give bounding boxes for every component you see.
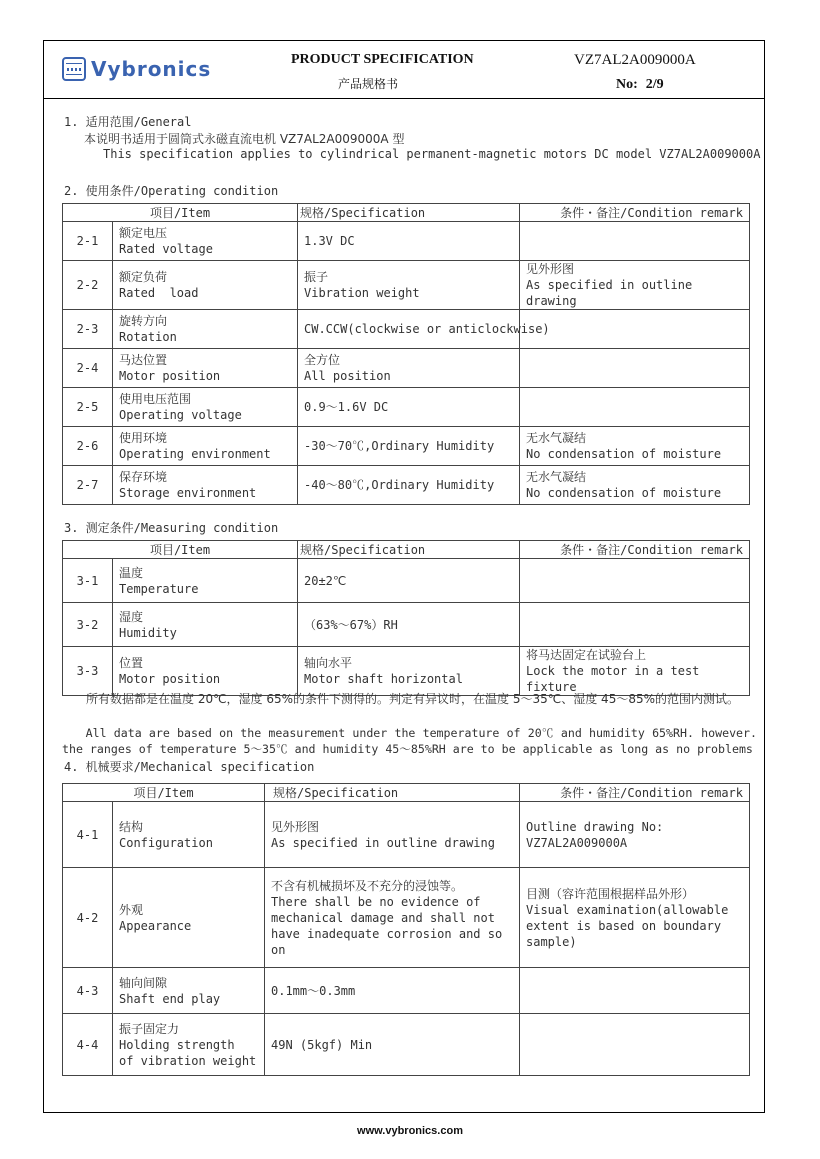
cell-item <box>113 427 298 466</box>
cell-no: 2-1 <box>63 222 113 261</box>
spec-zh: 全方位 <box>304 353 341 367</box>
cell-item <box>113 802 265 868</box>
item-zh: 马达位置 <box>119 353 168 367</box>
item-zh: 额定电压 <box>119 226 168 240</box>
page-label: No: <box>616 77 638 92</box>
logo-text: Vybronics <box>91 57 212 81</box>
item-zh: 轴向间隙 <box>119 975 168 990</box>
spec-en: 20±2℃ <box>304 573 347 588</box>
spec-en: CW.CCW(clockwise or anticlockwise) <box>304 322 550 336</box>
cell-no: 4-4 <box>63 1014 113 1076</box>
page-header <box>44 41 764 99</box>
section1-line-en: This specification applies to cylindrical permanent-magnetic motors DC model VZ7AL2A009000A <box>103 147 761 161</box>
spec-en: -40～80℃,Ordinary Humidity <box>304 478 495 492</box>
company-logo <box>62 57 211 81</box>
spec-en: Vibration weight <box>304 286 420 300</box>
cell-no: 2-3 <box>63 310 113 349</box>
spec-zh: 轴向水平 <box>304 656 353 670</box>
spec-en: 0.1mm～0.3mm <box>271 983 356 998</box>
spec-zh: 不含有机械损坏及不充分的浸蚀等。 <box>271 878 464 893</box>
table-row <box>63 559 750 603</box>
table-header-row <box>63 204 750 222</box>
remark-en: No condensation of moisture <box>526 447 722 461</box>
header-remark: 条件・备注/Condition remark <box>520 784 750 802</box>
cell-item <box>113 647 298 696</box>
item-en: Holding strength of vibration weight <box>119 1037 257 1068</box>
cell-remark <box>520 349 750 388</box>
document-subtitle: 产品规格书 <box>338 77 399 91</box>
header-item: 项目/Item <box>63 541 298 559</box>
cell-item <box>113 1014 265 1076</box>
cell-no: 2-6 <box>63 427 113 466</box>
cell-no: 2-5 <box>63 388 113 427</box>
item-zh: 保存环境 <box>119 470 168 484</box>
cell-remark <box>520 603 750 647</box>
cell-remark <box>520 868 750 968</box>
item-zh: 位置 <box>119 656 144 670</box>
item-en: Rated load <box>119 286 199 300</box>
remark-en: Visual examination(allowable extent is based on boundary sample) <box>526 902 736 949</box>
spec-en: 1.3V DC <box>304 234 355 248</box>
mechanical-spec-table <box>62 783 750 1076</box>
cell-remark <box>520 310 750 349</box>
cell-remark <box>520 559 750 603</box>
document-number: VZ7AL2A009000A <box>574 52 696 68</box>
header-item: 项目/Item <box>63 204 298 222</box>
table-row <box>63 310 750 349</box>
spec-page <box>43 40 765 1113</box>
item-en: Operating voltage <box>119 408 242 422</box>
table-row <box>63 1014 750 1076</box>
spec-en: -30～70℃,Ordinary Humidity <box>304 439 495 453</box>
item-en: Rated voltage <box>119 242 213 256</box>
cell-remark <box>520 427 750 466</box>
item-en: Motor position <box>119 672 221 686</box>
page-number <box>616 77 664 93</box>
measuring-condition-table <box>62 540 750 696</box>
table-row <box>63 802 750 868</box>
cell-item <box>113 868 265 968</box>
remark-zh: 目测（容许范围根据样品外形） <box>526 886 695 901</box>
spec-en: （63%～67%）RH <box>304 617 398 632</box>
item-zh: 旋转方向 <box>119 314 168 328</box>
cell-item <box>113 466 298 505</box>
cell-no: 4-1 <box>63 802 113 868</box>
cell-spec <box>298 466 520 505</box>
table-row <box>63 968 750 1014</box>
section1-heading: 1. 适用范围/General <box>64 115 192 129</box>
page-value: 2/9 <box>645 77 664 92</box>
cell-no: 4-3 <box>63 968 113 1014</box>
cell-no: 3-1 <box>63 559 113 603</box>
header-spec: 规格/Specification <box>265 784 520 802</box>
item-en: Configuration <box>119 835 213 850</box>
item-zh: 温度 <box>119 565 144 580</box>
cell-spec <box>298 427 520 466</box>
cell-spec <box>298 388 520 427</box>
table-row <box>63 466 750 505</box>
spec-en: Motor shaft horizontal <box>304 672 463 686</box>
remark-zh: 无水气凝结 <box>526 431 587 445</box>
measuring-note-en: All data are based on the measurement under the temperature of 20℃ and humidity 65%RH. however. the ranges of temperature 5～35℃ and humidity 45～85%RH are to be applicable as long as no problems <box>62 726 757 756</box>
cell-no: 3-3 <box>63 647 113 696</box>
cell-item <box>113 388 298 427</box>
cell-spec <box>265 968 520 1014</box>
table-row <box>63 388 750 427</box>
cell-no: 3-2 <box>63 603 113 647</box>
cell-spec <box>298 603 520 647</box>
item-zh: 振子固定力 <box>119 1021 180 1036</box>
cell-item <box>113 559 298 603</box>
vybronics-logo-icon <box>62 57 86 81</box>
item-zh: 额定负荷 <box>119 270 168 284</box>
remark-zh: 无水气凝结 <box>526 470 587 484</box>
cell-remark <box>520 261 750 310</box>
spec-zh: 振子 <box>304 270 329 284</box>
cell-spec <box>265 868 520 968</box>
header-remark: 条件・备注/Condition remark <box>520 204 750 222</box>
item-zh: 结构 <box>119 819 144 834</box>
header-spec: 规格/Specification <box>298 204 520 222</box>
cell-spec <box>298 559 520 603</box>
section1-line-zh: 本说明书适用于圆筒式永磁直流电机 VZ7AL2A009000A 型 <box>84 132 405 146</box>
item-en: Motor position <box>119 369 221 383</box>
cell-item <box>113 968 265 1014</box>
table-row <box>63 222 750 261</box>
table-row <box>63 603 750 647</box>
table-row <box>63 427 750 466</box>
cell-remark <box>520 968 750 1014</box>
table-row <box>63 868 750 968</box>
remark-en: As specified in outline drawing <box>526 278 700 308</box>
item-en: Operating environment <box>119 447 271 461</box>
cell-spec <box>298 222 520 261</box>
item-en: Appearance <box>119 918 192 933</box>
spec-en: 0.9～1.6V DC <box>304 400 389 414</box>
item-en: Storage environment <box>119 486 257 500</box>
cell-item <box>113 222 298 261</box>
table-row <box>63 647 750 696</box>
remark-en: Lock the motor in a test fixture <box>526 664 707 694</box>
cell-item <box>113 310 298 349</box>
header-remark: 条件・备注/Condition remark <box>520 541 750 559</box>
section3-heading: 3. 测定条件/Measuring condition <box>64 521 279 535</box>
item-zh: 使用电压范围 <box>119 392 192 406</box>
cell-spec <box>265 1014 520 1076</box>
spec-en: All position <box>304 369 391 383</box>
cell-remark <box>520 647 750 696</box>
cell-remark <box>520 222 750 261</box>
remark-en: Outline drawing No: VZ7AL2A009000A <box>526 819 664 850</box>
item-zh: 使用环境 <box>119 431 168 445</box>
cell-remark <box>520 388 750 427</box>
header-item: 项目/Item <box>63 784 265 802</box>
spec-en: There shall be no evidence of mechanical damage and shall not have inadequate corrosion and so on <box>271 894 510 957</box>
item-zh: 湿度 <box>119 609 144 624</box>
document-title: PRODUCT SPECIFICATION <box>291 52 474 67</box>
item-zh: 外观 <box>119 902 144 917</box>
cell-item <box>113 603 298 647</box>
cell-remark <box>520 802 750 868</box>
header-spec: 规格/Specification <box>298 541 520 559</box>
item-en: Rotation <box>119 330 177 344</box>
spec-zh: 见外形图 <box>271 819 320 834</box>
cell-no: 2-2 <box>63 261 113 310</box>
cell-spec <box>298 349 520 388</box>
remark-en: No condensation of moisture <box>526 486 722 500</box>
table-header-row <box>63 541 750 559</box>
cell-no: 4-2 <box>63 868 113 968</box>
cell-no: 2-4 <box>63 349 113 388</box>
cell-no: 2-7 <box>63 466 113 505</box>
cell-item <box>113 261 298 310</box>
cell-spec <box>298 647 520 696</box>
spec-en: As specified in outline drawing <box>271 835 495 850</box>
cell-spec <box>298 261 520 310</box>
cell-spec <box>298 310 550 349</box>
remark-zh: 将马达固定在试验台上 <box>526 648 647 662</box>
measuring-note-zh: 所有数据都是在温度 20℃，湿度 65%的条件下测得的。判定有异议时，在温度 5～35℃、湿度 45～85%的范围内测试。 <box>62 692 740 706</box>
footer-url: www.vybronics.com <box>357 1125 463 1137</box>
cell-remark <box>520 466 750 505</box>
table-row <box>63 261 750 310</box>
item-en: Shaft end play <box>119 991 221 1006</box>
spec-en: 49N (5kgf) Min <box>271 1037 373 1052</box>
cell-spec <box>265 802 520 868</box>
table-header-row <box>63 784 750 802</box>
item-en: Humidity <box>119 625 177 640</box>
cell-remark <box>520 1014 750 1076</box>
item-en: Temperature <box>119 581 199 596</box>
section2-heading: 2. 使用条件/Operating condition <box>64 184 279 198</box>
table-row <box>63 349 750 388</box>
operating-condition-table <box>62 203 750 505</box>
remark-zh: 见外形图 <box>526 262 575 276</box>
section4-heading: 4. 机械要求/Mechanical specification <box>64 760 315 774</box>
cell-item <box>113 349 298 388</box>
